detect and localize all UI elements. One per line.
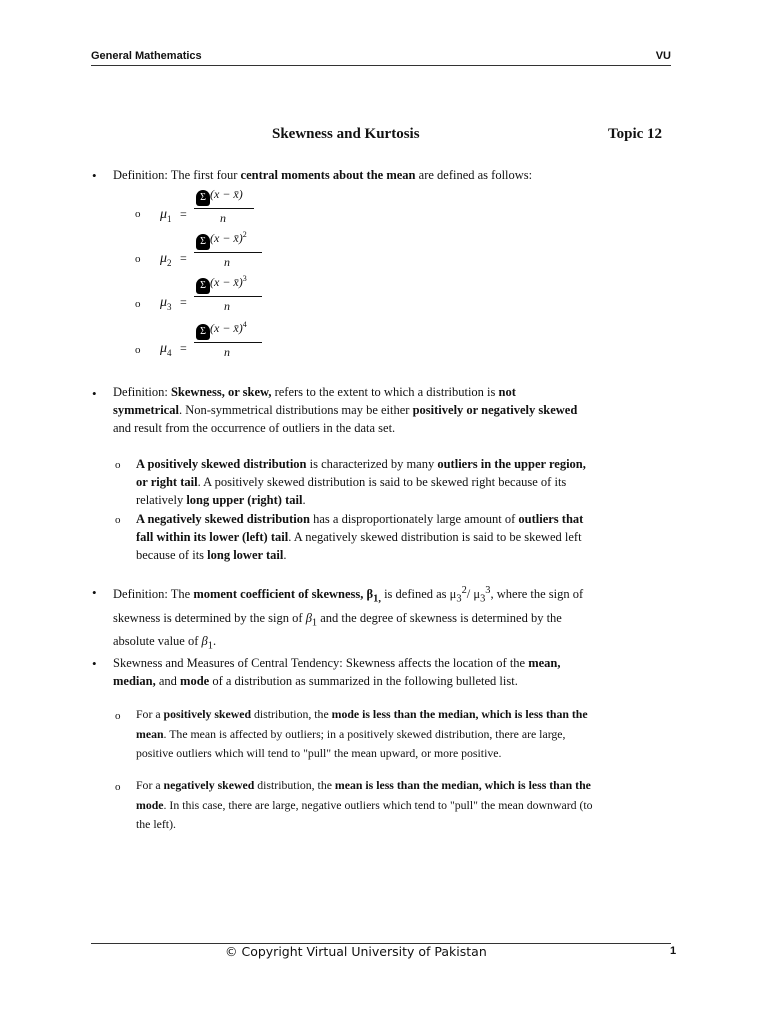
fraction-bar <box>194 252 262 253</box>
formula-numerator <box>196 186 243 206</box>
text-bold: mode <box>180 674 210 688</box>
line <box>136 725 686 745</box>
text-bold: symmetrical <box>113 403 179 417</box>
formula-denominator: n <box>224 255 230 269</box>
numerator-power: 2 <box>242 230 247 239</box>
sub-bullet: o <box>135 208 141 220</box>
text-bold <box>193 587 381 605</box>
text-bold: outliers that <box>518 512 584 526</box>
sigma-icon: Σ <box>196 278 210 294</box>
positively-skewed-description <box>136 455 681 509</box>
text-bold: long upper (right) tail <box>186 493 303 507</box>
subscript: 1 <box>207 640 213 652</box>
text: refers to the extent to which a distribution is <box>271 385 499 399</box>
text-italic: β <box>305 610 312 625</box>
mu-symbol: μ <box>160 341 168 357</box>
footer-copyright: © Copyright Virtual University of Pakistan <box>225 944 487 959</box>
numerator-power: 3 <box>242 274 247 283</box>
negatively-skewed-description <box>136 510 681 564</box>
line <box>136 546 681 564</box>
subscript: 1 <box>311 617 318 629</box>
line: the left). <box>136 817 176 831</box>
line <box>113 401 678 419</box>
bullet-def2: • <box>92 386 97 401</box>
text: because of its <box>136 548 208 562</box>
line <box>113 383 678 401</box>
text: moment coefficient of skewness, β <box>193 587 374 602</box>
text-italic: β <box>201 634 208 649</box>
line <box>136 455 681 473</box>
text: . A positively skewed distribution is said to be skewed right because of its <box>197 475 567 489</box>
text: has a disproportionately large amount of <box>309 512 519 526</box>
text: and the degree of skewness is determined by the <box>317 610 562 625</box>
text: For a <box>136 778 164 792</box>
text-bold: mode is less than the median, which is less than the <box>331 707 588 721</box>
sigma-icon: Σ <box>196 324 210 340</box>
fraction-bar <box>194 296 262 297</box>
line <box>113 609 678 633</box>
formula-mu4 <box>160 320 300 362</box>
formula-mu3 <box>160 274 300 316</box>
header-institution: VU <box>655 50 671 62</box>
negatively-skewed-central-tendency <box>136 776 686 835</box>
text: are defined as follows: <box>415 168 533 182</box>
formula-numerator <box>196 230 247 250</box>
formula-numerator <box>196 320 247 340</box>
mu-subscript: 3 <box>167 302 172 312</box>
line <box>113 672 678 690</box>
text-bold: mean, <box>528 656 561 670</box>
formula-symbol <box>160 251 172 268</box>
mu-subscript: 2 <box>167 258 172 268</box>
formula-symbol <box>160 341 172 358</box>
line <box>136 776 686 796</box>
line <box>113 654 678 672</box>
text-bold: positively or negatively skewed <box>412 403 578 417</box>
text: skewness is determined by the sign of <box>113 610 306 625</box>
line <box>136 510 681 528</box>
text-bold: A negatively skewed distribution <box>136 512 310 526</box>
bullet-central-tendency: • <box>92 656 97 671</box>
numerator-expression: (x − x̄) <box>210 321 243 335</box>
text: . In this case, there are large, negative outliers which tend to "pull" the mean downward (to <box>163 797 593 812</box>
bullet-def3: • <box>92 585 97 600</box>
text-bold: median, <box>113 674 156 688</box>
sub-bullet: o <box>115 459 121 471</box>
mu-symbol: μ <box>160 207 168 223</box>
formula-mu1 <box>160 186 300 228</box>
text-bold: fall within its lower (left) tail <box>136 530 289 544</box>
text: For a <box>136 707 164 721</box>
numerator-expression: (x − x̄) <box>210 231 243 245</box>
text-bold: mean is less than the median, which is less than the <box>334 778 591 792</box>
formula-symbol <box>160 207 172 224</box>
text: of a distribution as summarized in the following bulleted list. <box>209 674 518 688</box>
text-bold: mode <box>136 797 164 812</box>
text: . Non-symmetrical distributions may be either <box>178 403 413 417</box>
formula-denominator: n <box>224 345 230 359</box>
text: Definition: The first four <box>113 168 241 182</box>
text-bold: central moments about the mean <box>240 168 416 182</box>
text-bold: long lower tail <box>207 548 284 562</box>
text: Definition: The <box>113 587 194 602</box>
formula-denominator: n <box>224 299 230 313</box>
line <box>113 582 678 609</box>
formula-numerator <box>196 274 247 294</box>
line <box>136 796 686 816</box>
topic-label: Topic 12 <box>608 126 663 142</box>
line: and result from the occurrence of outliers in the data set. <box>113 421 396 435</box>
line <box>113 632 678 656</box>
text-bold: negatively skewed <box>163 778 255 792</box>
text: . The mean is affected by outliers; in a positively skewed distribution, there are large, <box>163 726 566 741</box>
text-bold: not <box>498 385 516 399</box>
sub-bullet: o <box>135 298 141 310</box>
text: . <box>212 634 217 649</box>
sigma-icon: Σ <box>196 234 210 250</box>
text: absolute value of <box>113 634 202 649</box>
header-course-title: General Mathematics <box>91 50 202 62</box>
superscript: 3 <box>485 585 491 596</box>
text-bold: outliers in the upper region, <box>437 457 586 471</box>
line <box>136 473 681 491</box>
line <box>136 705 686 725</box>
text: Definition: <box>113 385 171 399</box>
mu-subscript: 4 <box>167 348 172 358</box>
sub-bullet: o <box>135 344 141 356</box>
text: relatively <box>136 493 187 507</box>
text: is characterized by many <box>306 457 438 471</box>
text: and <box>155 674 181 688</box>
equals-sign: = <box>180 207 187 221</box>
definition-central-moments <box>113 166 532 184</box>
text: . <box>302 493 306 507</box>
text-bold: mean <box>136 726 164 741</box>
subscript: 1, <box>373 593 381 605</box>
sub-bullet: o <box>115 710 121 722</box>
page-title: Skewness and Kurtosis <box>272 126 420 142</box>
mu-subscript: 1 <box>167 214 172 224</box>
text: . <box>283 548 287 562</box>
text: distribution, the <box>254 778 335 792</box>
formula-symbol <box>160 295 172 312</box>
formula-denominator: n <box>220 211 226 225</box>
mu-symbol: μ <box>160 295 168 311</box>
line <box>136 528 681 546</box>
sub-bullet: o <box>135 253 141 265</box>
line: positive outliers which will tend to "pull" the mean upward, or more positive. <box>136 746 502 760</box>
sub-bullet: o <box>115 781 121 793</box>
mu-symbol: μ <box>160 251 168 267</box>
numerator-expression: (x − x̄) <box>210 187 243 201</box>
text-bold: or right tail <box>136 475 198 489</box>
subscript: 3 <box>480 593 486 605</box>
equals-sign: = <box>180 251 187 265</box>
page-header <box>91 50 671 66</box>
bullet-def1: • <box>92 168 97 183</box>
text: Skewness and Measures of Central Tendency: Skewness affects the location of the <box>113 656 529 670</box>
text-bold: positively skewed <box>163 707 252 721</box>
positively-skewed-central-tendency <box>136 705 686 764</box>
formula-mu2 <box>160 230 300 272</box>
text: . A negatively skewed distribution is said to be skewed left <box>288 530 582 544</box>
text: / μ <box>466 587 481 602</box>
fraction-bar <box>194 208 254 209</box>
page-number: 1 <box>670 945 677 957</box>
equals-sign: = <box>180 341 187 355</box>
definition-moment-coefficient <box>113 582 678 656</box>
sub-bullet: o <box>115 514 121 526</box>
equals-sign: = <box>180 295 187 309</box>
central-tendency-paragraph <box>113 654 678 690</box>
superscript: 2 <box>461 585 467 596</box>
text-bold: Skewness, or skew, <box>170 385 272 399</box>
text: distribution, the <box>251 707 332 721</box>
definition-skewness <box>113 383 678 437</box>
numerator-expression: (x − x̄) <box>210 275 243 289</box>
text: is defined as μ <box>380 587 457 602</box>
sigma-icon: Σ <box>196 190 210 206</box>
text: , where the sign of <box>490 587 584 602</box>
numerator-power: 4 <box>242 320 247 329</box>
subscript: 3 <box>456 593 462 605</box>
line <box>136 491 681 509</box>
text-bold: A positively skewed distribution <box>136 457 307 471</box>
fraction-bar <box>194 342 262 343</box>
